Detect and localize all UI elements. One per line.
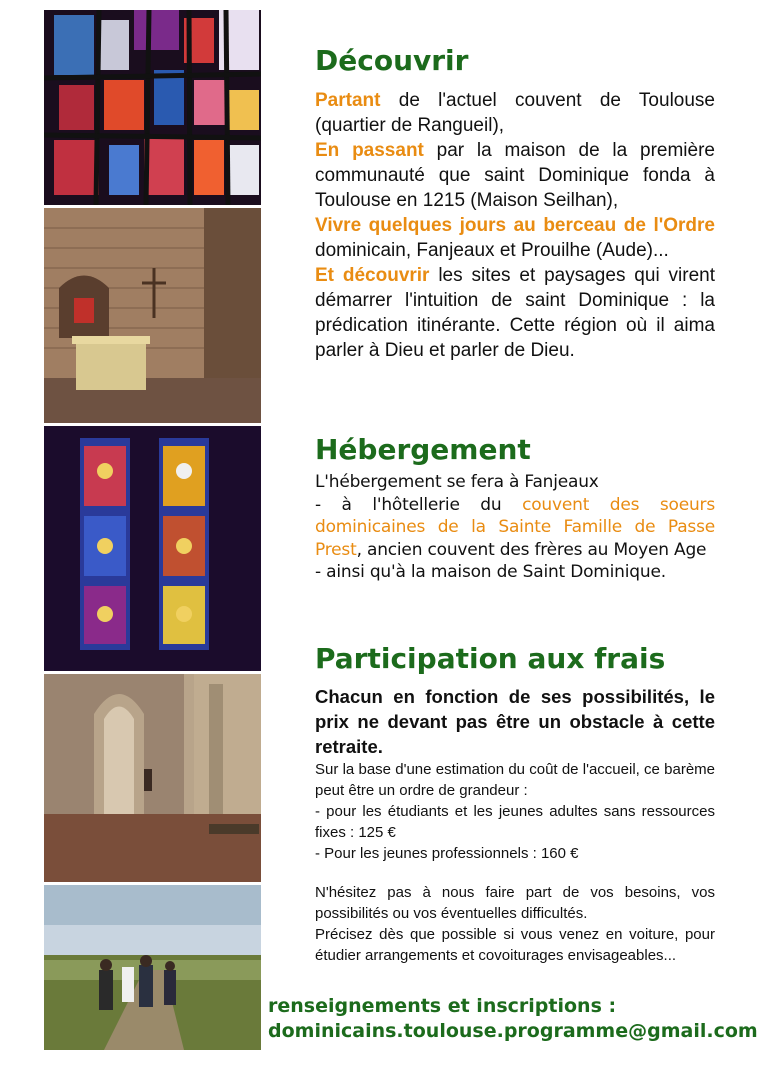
costs-note1: N'hésitez pas à nous faire part de vos besoins, vos possibilités ou vos éventuelles difficultés. bbox=[315, 884, 715, 922]
convent-link[interactable]: couvent des soeurs dominicaines de la Sainte Famille de Passe Prest bbox=[315, 494, 715, 560]
lodging-title: Hébergement bbox=[315, 433, 531, 466]
photo-stained-glass-window bbox=[44, 426, 261, 674]
discover-title: Découvrir bbox=[315, 44, 469, 77]
contact-block bbox=[268, 994, 758, 1044]
lodging-line1-prefix: - à l'hôtellerie du bbox=[315, 494, 523, 515]
costs-body: Sur la base d'une estimation du coût de l'accueil, ce barème peut être un ordre de grandeur : bbox=[315, 761, 715, 799]
lodging-line2: - ainsi qu'à la maison de Saint Dominique. bbox=[315, 562, 666, 582]
discover-text bbox=[315, 88, 715, 363]
photo-stained-glass-modern bbox=[44, 10, 261, 208]
section-discover bbox=[315, 44, 715, 363]
costs-note2: Précisez dès que possible si vous venez en voiture, pour étudier arrangements et covoiturages envisageables... bbox=[315, 926, 715, 964]
photo-walking-group bbox=[44, 885, 261, 1050]
discover-highlight-2: En passant bbox=[315, 140, 424, 161]
discover-text-2: par la maison de la première communauté que saint Dominique fonda à Toulouse en 1215 (Maison Seilhan), bbox=[315, 140, 715, 211]
photo-column bbox=[44, 10, 261, 1050]
contact-email[interactable]: dominicains.toulouse.programme@gmail.com bbox=[268, 1020, 758, 1042]
discover-text-4: les sites et paysages qui virent démarrer l'intuition de saint Dominique : la prédication itinérante. Cette région où il aima parler à Dieu et parler de Dieu. bbox=[315, 265, 715, 361]
lodging-line1-suffix: , ancien couvent des frères au Moyen Age bbox=[356, 539, 707, 560]
costs-rate-professionals: - Pour les jeunes professionnels : 160 € bbox=[315, 845, 579, 862]
section-costs bbox=[315, 642, 715, 966]
photo-chapel-altar bbox=[44, 208, 261, 426]
discover-text-1: de l'actuel couvent de Toulouse (quartier de Rangueil), bbox=[315, 90, 715, 136]
lodging-text bbox=[315, 471, 715, 584]
discover-highlight-4: Et découvrir bbox=[315, 265, 430, 286]
costs-title: Participation aux frais bbox=[315, 642, 666, 675]
contact-label: renseignements et inscriptions : bbox=[268, 995, 617, 1017]
costs-lead: Chacun en fonction de ses possibilités, le prix ne devant pas être un obstacle à cette retraite. bbox=[315, 686, 715, 757]
lodging-intro: L'hébergement se fera à Fanjeaux bbox=[315, 472, 599, 492]
section-lodging bbox=[315, 433, 715, 584]
photo-cloister-church bbox=[44, 674, 261, 885]
discover-text-3: dominicain, Fanjeaux et Prouilhe (Aude)... bbox=[315, 240, 669, 261]
discover-highlight-3: Vivre quelques jours au berceau de l'Ordre bbox=[315, 215, 715, 236]
discover-highlight-1: Partant bbox=[315, 90, 381, 111]
costs-rate-students: - pour les étudiants et les jeunes adultes sans ressources fixes : 125 € bbox=[315, 803, 715, 841]
